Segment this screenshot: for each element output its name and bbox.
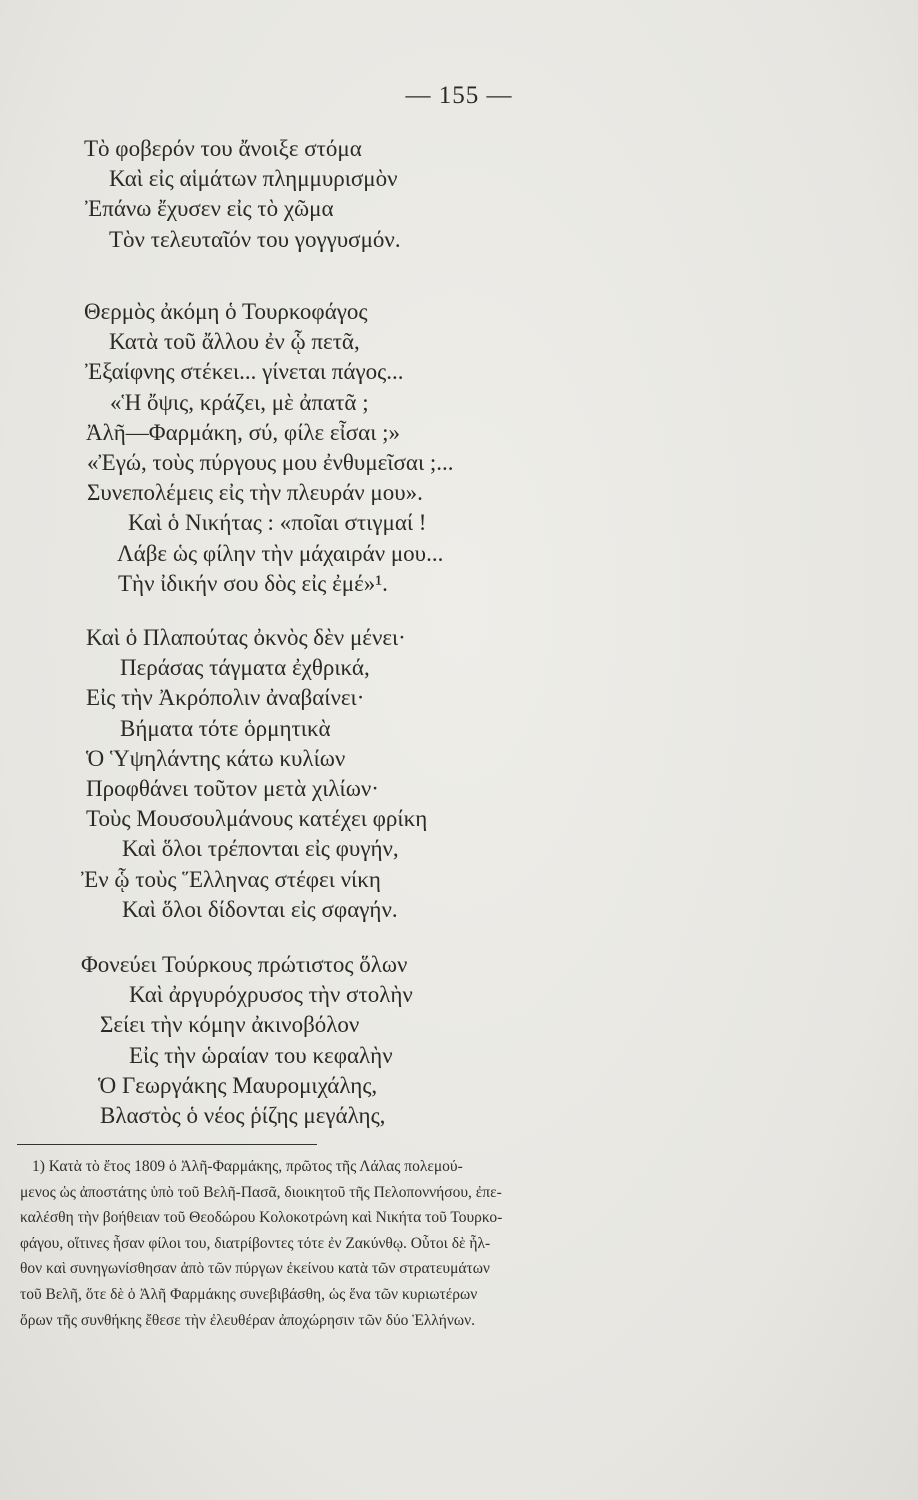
verse-line: Καὶ ὁ Νικήτας : «ποῖαι στιγμαί ! <box>128 510 427 536</box>
verse-line: Ὁ Γεωργάκης Μαυρομιχάλης, <box>98 1072 378 1098</box>
footnote <box>20 1154 905 1333</box>
verse-line: Θερμὸς ἀκόμη ὁ Τουρκοφάγος <box>84 299 368 324</box>
verse-line: Λάβε ὡς φίλην τὴν μάχαιράν μου... <box>117 540 444 566</box>
footnote-line: θον καὶ συνηγωνίσθησαν ἀπὸ τῶν πύργων ἐκείνου κατὰ τῶν στρατευμάτων <box>20 1260 490 1278</box>
verse-line: Τὴν ἰδικήν σου δὸς εἰς ἐμέ»¹. <box>118 570 388 596</box>
verse-line: «Ἐγώ, τοὺς πύργους μου ἐνθυμεῖσαι ;... <box>87 449 454 475</box>
footnote-line: φάγου, οἵτινες ἦσαν φίλοι του, διατρίβοντες τότε ἐν Ζακύνθῳ. Οὗτοι δὲ ἦλ- <box>20 1234 491 1252</box>
verse-line: Ἐπάνω ἔχυσεν εἰς τὸ χῶμα <box>85 196 334 222</box>
stanza-4 <box>0 950 413 1131</box>
verse-line: Φονεύει Τούρκους πρώτιστος ὅλων <box>81 952 408 977</box>
page-number: — 155 — <box>405 82 513 109</box>
footnote-divider <box>17 1144 317 1145</box>
footnote-line: καλέσθη τὴν βοήθειαν τοῦ Θεοδώρου Κολοκοτρώνη καὶ Νικήτα τοῦ Τουρκο- <box>20 1209 503 1227</box>
stanza-1 <box>0 134 401 255</box>
verse-line: Ἀλῆ—Φαρμάκη, σύ, φίλε εἶσαι ;» <box>86 419 401 445</box>
verse-line: Βλαστὸς ὁ νέος ῥίζης μεγάλης, <box>100 1102 386 1128</box>
stanza-2 <box>0 297 454 599</box>
verse-line: Εἰς τὴν Ἀκρόπολιν ἀναβαίνει· <box>86 685 365 711</box>
verse-line: Ὁ Ὑψηλάντης κάτω κυλίων <box>86 745 346 771</box>
verse-line: Καὶ ὅλοι τρέπονται εἰς φυγήν, <box>122 836 399 862</box>
verse-line: Σείει τὴν κόμην ἀκινοβόλον <box>100 1012 360 1038</box>
footnote-line: ὅρων τῆς συνθήκης ἔθεσε τὴν ἐλευθέραν ἀποχώρησιν τῶν δύο Ἑλλήνων. <box>20 1311 475 1329</box>
stanza-3 <box>0 623 427 925</box>
footnote-line: 1) Κατὰ τὸ ἔτος 1809 ὁ Ἀλῆ-Φαρμάκης, πρῶτος τῆς Λάλας πολεμού- <box>32 1158 463 1175</box>
verse-line: Τὸν τελευταῖόν του γογγυσμόν. <box>109 226 401 252</box>
verse-line: Καὶ εἰς αἱμάτων πλημμυρισμὸν <box>109 166 398 192</box>
footnote-line: μενος ὡς ἀποστάτης ὑπὸ τοῦ Βελῆ-Πασᾶ, διοικητοῦ τῆς Πελοποννήσου, ἐπε- <box>20 1183 502 1201</box>
footnote-line: τοῦ Βελῆ, ὅτε δὲ ὁ Ἀλῆ Φαρμάκης συνεβιβάσθη, ὡς ἕνα τῶν κυριωτέρων <box>20 1285 478 1303</box>
verse-line: Συνεπολέμεις εἰς τὴν πλευράν μου». <box>87 480 423 506</box>
verse-line: Καὶ ὅλοι δίδονται εἰς σφαγήν. <box>122 896 398 922</box>
verse-line: Τοὺς Μουσουλμάνους κατέχει φρίκη <box>86 806 428 832</box>
verse-line: Εἰς τὴν ὡραίαν του κεφαλὴν <box>129 1042 393 1068</box>
verse-line: Καὶ ἀργυρόχρυσος τὴν στολὴν <box>129 982 413 1008</box>
verse-line: Προφθάνει τοῦτον μετὰ χιλίων· <box>86 775 379 801</box>
verse-line: Τὸ φοβερόν του ἄνοιξε στόμα <box>84 136 362 161</box>
verse-line: Ἐν ᾧ τοὺς Ἕλληνας στέφει νίκη <box>81 866 381 892</box>
verse-line: Καὶ ὁ Πλαπούτας ὀκνὸς δὲν μένει· <box>86 625 406 650</box>
verse-line: Κατὰ τοῦ ἄλλου ἐν ᾧ πετᾶ, <box>109 329 360 355</box>
verse-line: Ἐξαίφνης στέκει... γίνεται πάγος... <box>85 359 404 385</box>
verse-line: Περάσας τάγματα ἐχθρικά, <box>120 655 370 681</box>
verse-line: «Ἡ ὄψις, κράζει, μὲ ἀπατᾶ ; <box>110 389 369 415</box>
verse-line: Βήματα τότε ὁρμητικὰ <box>120 715 331 741</box>
